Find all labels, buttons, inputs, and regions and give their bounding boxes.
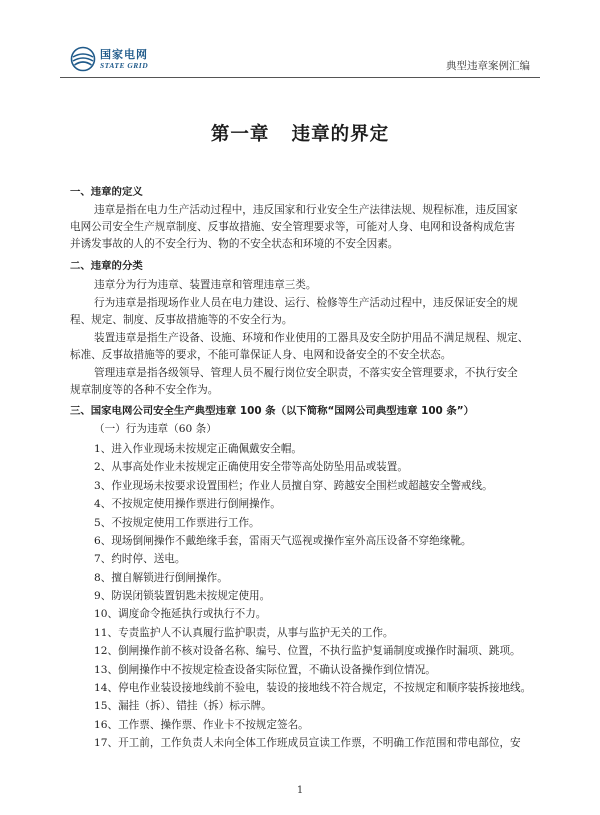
paragraph-line: 并诱发事故的人的不安全行为、物的不安全状态和环境的不安全因素。	[70, 238, 399, 250]
list-item: 10、调度命令拖延执行或执行不力。	[94, 608, 267, 620]
page-header	[60, 42, 540, 78]
list-item: 8、擅自解锁进行倒闸操作。	[94, 572, 228, 584]
list-item: 11、专责监护人不认真履行监护职责，从事与监护无关的工作。	[94, 627, 394, 639]
paragraph-line: 标准、反事故措施等的要求，不能可靠保证人身、电网和设备安全的不安全状态。	[70, 349, 452, 361]
logo-chinese-text: 国家电网	[100, 48, 148, 61]
list-item: 16、工作票、操作票、作业卡不按规定签名。	[94, 719, 309, 731]
paragraph-line: 行为违章是指现场作业人员在电力建设、运行、检修等生产活动过程中，违反保证安全的规	[94, 297, 518, 309]
chapter-title: 第一章 违章的界定	[210, 124, 390, 145]
list-item: 14、停电作业装设接地线前不验电，装设的接地线不符合规定，不按规定和顺序装拆接地线。	[94, 682, 532, 694]
list-item: 15、漏挂（拆）、错挂（拆）标示牌。	[94, 700, 272, 712]
list-item: 2、从事高处作业未按规定正确使用安全带等高处防坠用品或装置。	[94, 461, 408, 473]
header-book-title: 典型违章案例汇编	[446, 60, 530, 72]
logo-english-text: STATE GRID	[100, 61, 149, 70]
list-item: 3、作业现场未按要求设置围栏；作业人员擅自穿、跨越安全围栏或超越安全警戒线。	[94, 480, 493, 492]
paragraph-line: 电网公司安全生产规章制度、反事故措施、安全管理要求等，可能对人身、电网和设备构成危害	[70, 221, 515, 233]
state-grid-logo	[70, 46, 190, 76]
page-number: 1	[296, 785, 304, 796]
list-item: 9、防误闭锁装置钥匙未按规定使用。	[94, 590, 271, 602]
paragraph-line: 程、规定、制度、反事故措施等的不安全行为。	[70, 314, 293, 326]
section-heading-definition: 一、违章的定义	[70, 186, 143, 198]
list-item: 13、倒闸操作中不按规定检查设备实际位置，不确认设备操作到位情况。	[94, 664, 436, 676]
paragraph-line: 管理违章是指各级领导、管理人员不履行岗位安全职责，不落实安全管理要求，不执行安全	[94, 367, 518, 379]
section-heading-typical-violations: 三、国家电网公司安全生产典型违章 100 条（以下简称“国网公司典型违章 100 条”）	[70, 405, 475, 417]
list-item: 12、倒闸操作前不核对设备名称、编号、位置，不执行监护复诵制度或操作时漏项、跳项。	[94, 645, 521, 657]
paragraph-line: 违章分为行为违章、装置违章和管理违章三类。	[94, 279, 317, 291]
list-item: 4、不按规定使用操作票进行倒闸操作。	[94, 498, 281, 510]
state-grid-logo-icon	[70, 46, 96, 72]
subsection-heading-behavior: （一）行为违章（60 条）	[94, 423, 217, 435]
list-item: 6、现场倒闸操作不戴绝缘手套，雷雨天气巡视或操作室外高压设备不穿绝缘靴。	[94, 535, 472, 547]
list-item: 1、进入作业现场未按规定正确佩戴安全帽。	[94, 443, 303, 455]
header-divider	[60, 77, 540, 78]
section-heading-classification: 二、违章的分类	[70, 260, 143, 272]
list-item: 17、开工前，工作负责人未向全体工作班成员宣读工作票，不明确工作范围和带电部位，安	[94, 737, 521, 749]
paragraph-line: 违章是指在电力生产活动过程中，违反国家和行业安全生产法律法规、规程标准，违反国家	[94, 204, 518, 216]
list-item: 5、不按规定使用工作票进行工作。	[94, 517, 260, 529]
paragraph-line: 规章制度等的各种不安全作为。	[70, 384, 219, 396]
list-item: 7、约时停、送电。	[94, 553, 186, 565]
paragraph-line: 装置违章是指生产设备、设施、环境和作业使用的工器具及安全防护用品不满足规程、规定、	[94, 332, 529, 344]
